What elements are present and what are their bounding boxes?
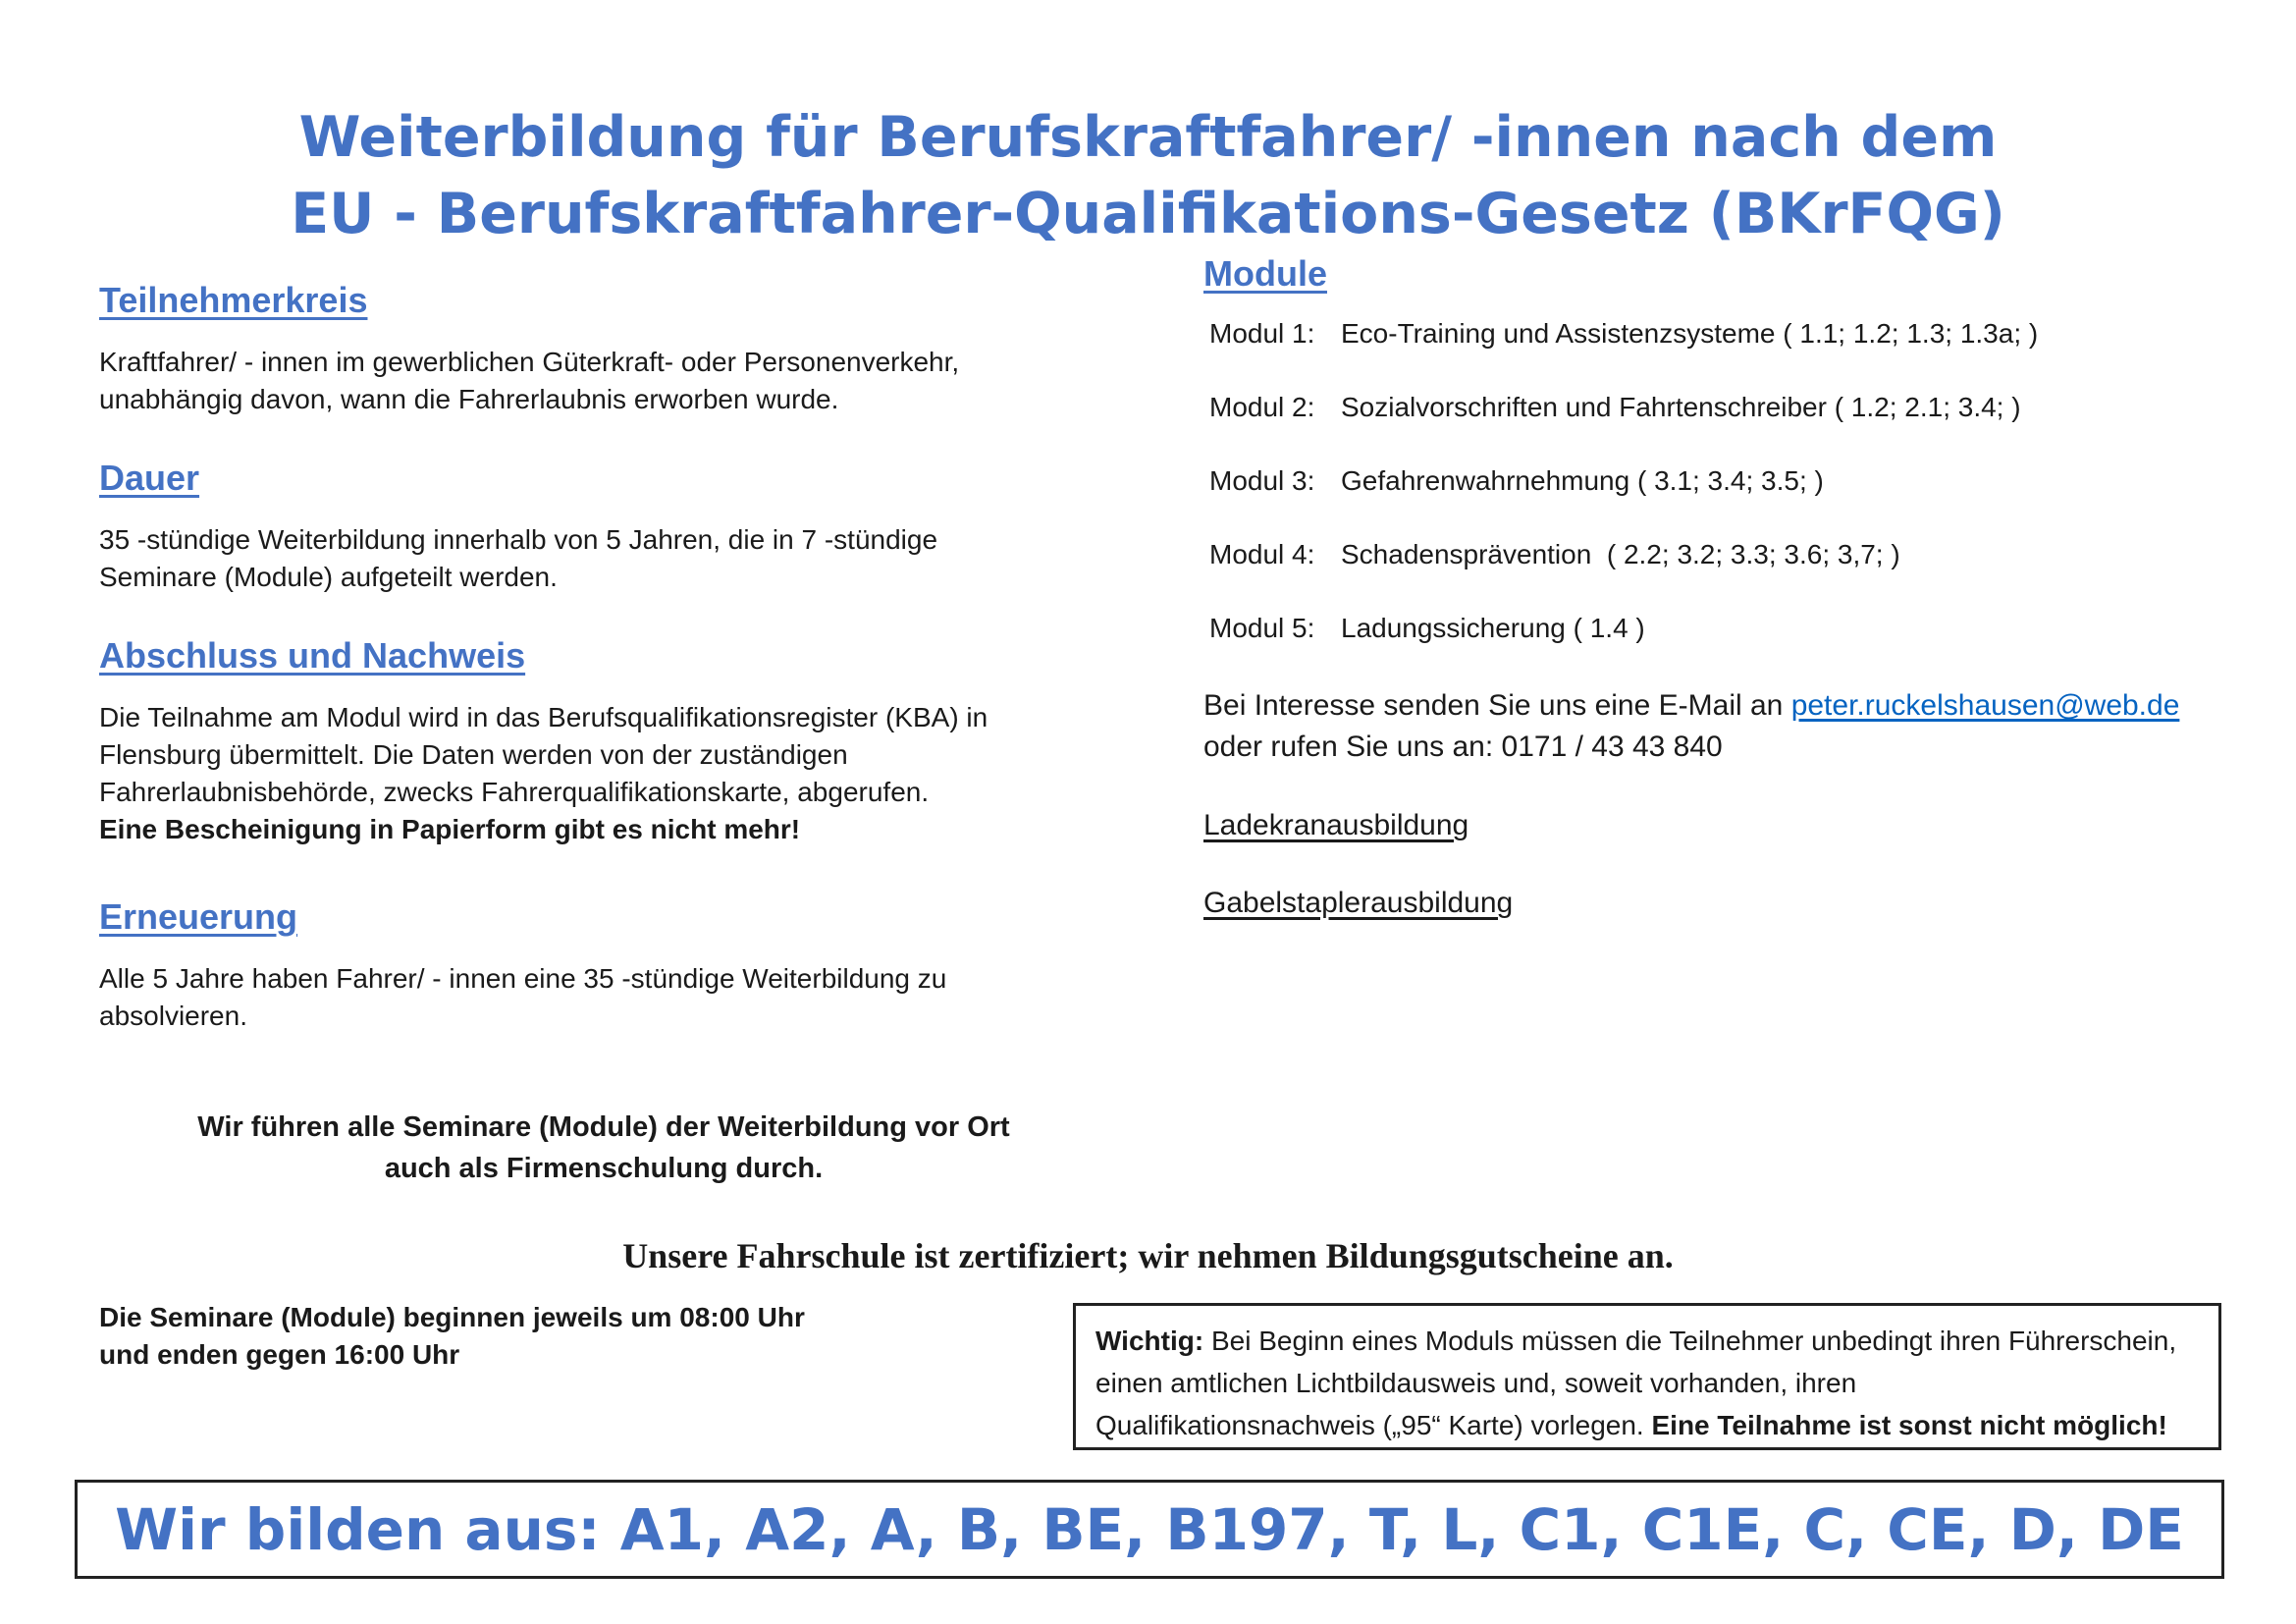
- wichtig-text3: Qualifikationsnachweis („95“ Karte) vorlegen.: [1095, 1410, 1652, 1440]
- modul-5-label: Modul 5:: [1209, 613, 1315, 643]
- dauer-line1: 35 -stündige Weiterbildung innerhalb von 5 Jahren, die in 7 -stündige: [99, 524, 938, 555]
- modul-row-2: [1209, 392, 2021, 423]
- modul-2-text: Sozialvorschriften und Fahrtenschreiber ( 1.2; 2.1; 3.4; ): [1341, 392, 2021, 422]
- modul-row-1: [1209, 318, 2038, 350]
- gabelstapler-link[interactable]: Gabelstaplerausbildung: [1203, 887, 1514, 919]
- modul-2-label: Modul 2:: [1209, 392, 1315, 422]
- erneuerung-text: [99, 960, 946, 1035]
- teilnehmerkreis-line1: Kraftfahrer/ - innen im gewerblichen Güterkraft- oder Personenverkehr,: [99, 347, 960, 377]
- teilnehmerkreis-line2: unabhängig davon, wann die Fahrerlaubnis erworben wurde.: [99, 384, 839, 414]
- license-classes-banner: [75, 1480, 2224, 1579]
- wichtig-text1: Bei Beginn eines Moduls müssen die Teilnehmer unbedingt ihren Führerschein,: [1203, 1326, 2177, 1356]
- contact-block: [1203, 685, 2179, 768]
- wichtig-line2: einen amtlichen Lichtbildausweis und, soweit vorhanden, ihren: [1095, 1368, 1857, 1398]
- wichtig-label: Wichtig:: [1095, 1326, 1204, 1356]
- abschluss-line2: Flensburg übermittelt. Die Daten werden von der zuständigen: [99, 739, 848, 770]
- vor-ort-line2: auch als Firmenschulung durch.: [384, 1153, 824, 1184]
- heading-teilnehmerkreis: Teilnehmerkreis: [99, 280, 368, 320]
- teilnehmerkreis-text: [99, 344, 959, 418]
- contact-phone: oder rufen Sie uns an: 0171 / 43 43 840: [1203, 731, 1723, 763]
- abschluss-line1: Die Teilnahme am Modul wird in das Berufsqualifikationsregister (KBA) in: [99, 702, 988, 732]
- modul-1-text: Eco-Training und Assistenzsysteme ( 1.1; 1.2; 1.3; 1.3a; ): [1341, 318, 2039, 349]
- license-classes-text: Wir bilden aus: A1, A2, A, B, BE, B197, T, L, C1, C1E, C, CE, D, DE: [115, 1495, 2184, 1563]
- dauer-text: [99, 521, 937, 596]
- contact-prefix: Bei Interesse senden Sie uns eine E-Mail an: [1203, 689, 1791, 722]
- wichtig-text3-bold: Eine Teilnahme ist sonst nicht möglich!: [1651, 1410, 2167, 1440]
- modul-5-text: Ladungssicherung ( 1.4 ): [1341, 613, 1645, 643]
- modul-row-4: [1209, 539, 1900, 570]
- abschluss-line3: Fahrerlaubnisbehörde, zwecks Fahrerqualifikationskarte, abgerufen.: [99, 777, 930, 807]
- certified-notice: Unsere Fahrschule ist zertifiziert; wir nehmen Bildungsgutscheine an.: [622, 1236, 1674, 1275]
- modul-4-label: Modul 4:: [1209, 539, 1315, 569]
- ladekran-link[interactable]: Ladekranausbildung: [1203, 809, 1469, 841]
- modul-3-label: Modul 3:: [1209, 465, 1315, 496]
- heading-abschluss: Abschluss und Nachweis: [99, 635, 526, 676]
- email-link[interactable]: peter.ruckelshausen@web.de: [1790, 689, 2180, 722]
- wichtig-line3: [1095, 1404, 2199, 1446]
- page-title-line1: Weiterbildung für Berufskraftfahrer/ -innen nach dem: [298, 105, 1998, 170]
- seminar-times-line2: und enden gegen 16:00 Uhr: [99, 1339, 460, 1370]
- heading-module: Module: [1203, 253, 1327, 294]
- vor-ort-notice: [147, 1107, 1060, 1189]
- wichtig-box: [1073, 1303, 2221, 1450]
- erneuerung-line2: absolvieren.: [99, 1001, 247, 1031]
- wichtig-line1: [1095, 1320, 2199, 1362]
- modul-1-label: Modul 1:: [1209, 318, 1315, 349]
- abschluss-text: [99, 699, 988, 848]
- dauer-line2: Seminare (Module) aufgeteilt werden.: [99, 562, 558, 592]
- modul-3-text: Gefahrenwahrnehmung ( 3.1; 3.4; 3.5; ): [1341, 465, 1824, 496]
- vor-ort-line1: Wir führen alle Seminare (Module) der Weiterbildung vor Ort: [197, 1111, 1010, 1143]
- seminar-times-line1: Die Seminare (Module) beginnen jeweils um 08:00 Uhr: [99, 1302, 805, 1332]
- contact-line1: [1203, 685, 2179, 727]
- heading-erneuerung: Erneuerung: [99, 896, 298, 937]
- modul-row-3: [1209, 465, 1824, 497]
- seminar-times: [99, 1299, 805, 1374]
- abschluss-line4: Eine Bescheinigung in Papierform gibt es nicht mehr!: [99, 814, 801, 844]
- modul-4-text: Schadensprävention ( 2.2; 3.2; 3.3; 3.6; 3,7; ): [1341, 539, 1900, 569]
- modul-row-5: [1209, 613, 1645, 644]
- page-title-line2: EU - Berufskraftfahrer-Qualifikations-Gesetz (BKrFQG): [291, 182, 2005, 246]
- erneuerung-line1: Alle 5 Jahre haben Fahrer/ - innen eine 35 -stündige Weiterbildung zu: [99, 963, 947, 994]
- heading-dauer: Dauer: [99, 458, 200, 498]
